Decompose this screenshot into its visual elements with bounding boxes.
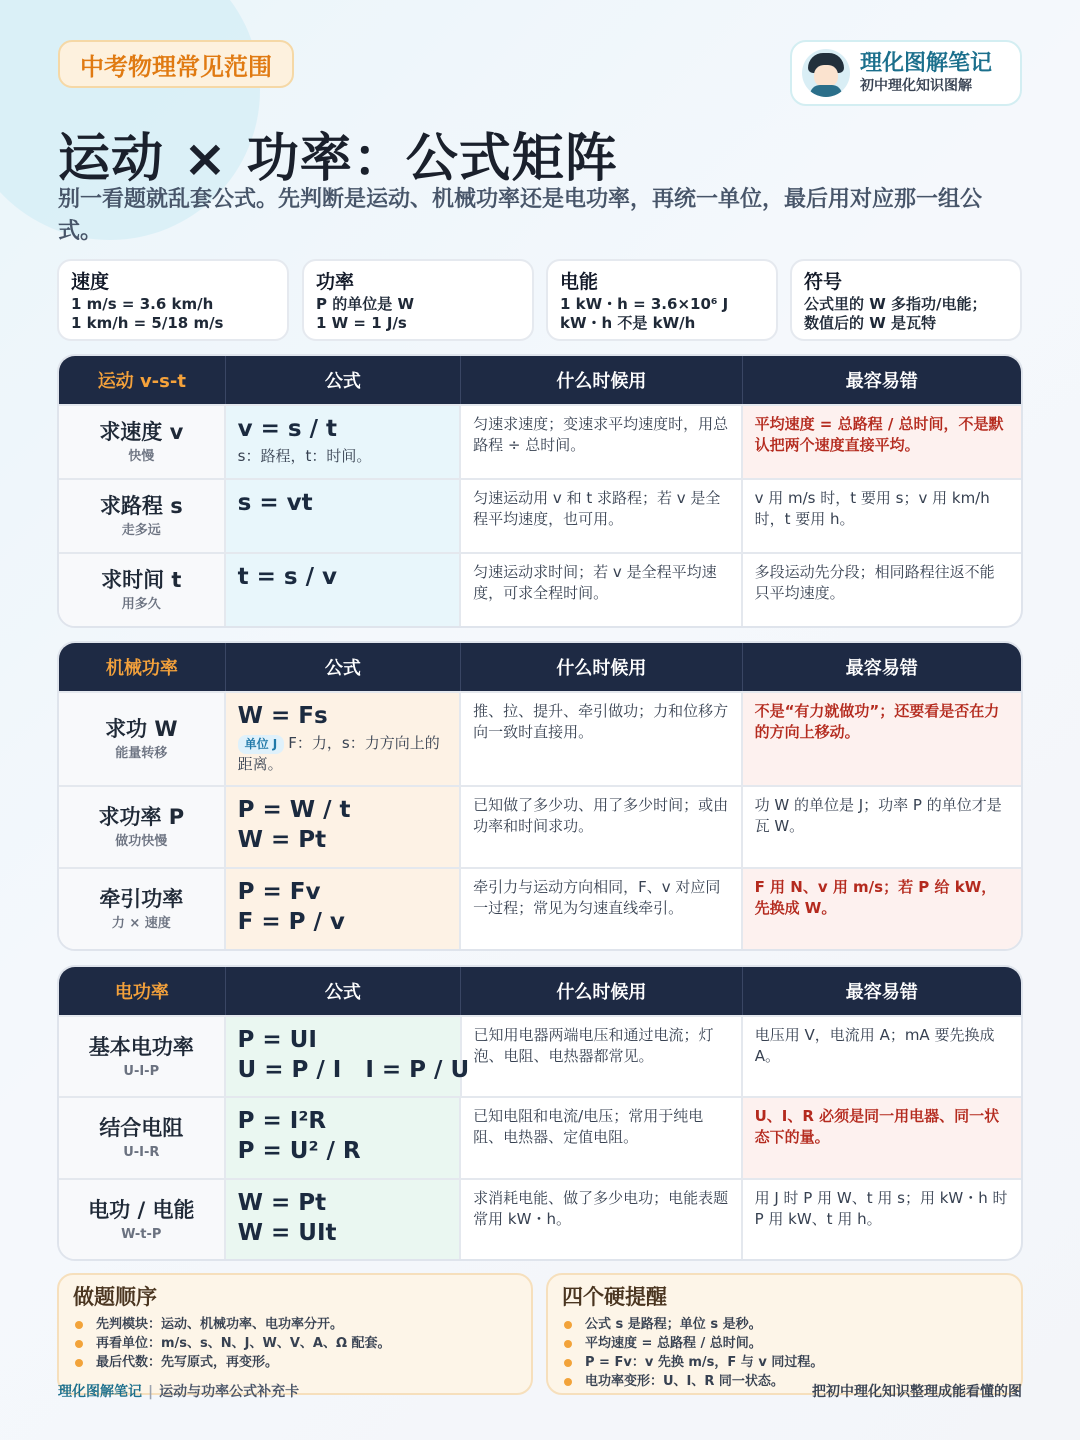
formula: P = Fv: [237, 879, 321, 905]
info-card-line: 1 m/s = 3.6 km/h: [71, 295, 214, 313]
table-row: [59, 1178, 1021, 1259]
info-card-line: 1 kW・h = 3.6×10⁶ J: [560, 295, 729, 313]
section-header: [59, 967, 1021, 1015]
row-name: 求时间 t: [101, 568, 182, 592]
info-card-line: kW・h 不是 kW/h: [560, 314, 696, 332]
row-name: 结合电阻: [99, 1116, 184, 1140]
formula: W = Pt: [237, 827, 327, 853]
table-row: [59, 1015, 1021, 1096]
column-header-mistake: 最容易错: [845, 982, 918, 1003]
section-name: 运动 v-s-t: [59, 356, 226, 404]
list-item: [73, 1334, 517, 1353]
when-text: 推、拉、提升、牵引做功；力和位移方向一致时直接用。: [461, 693, 742, 785]
bullet-icon: [564, 1359, 572, 1367]
when-text: 牵引力与运动方向相同，F、v 对应同一过程；常见为匀速直线牵引。: [461, 869, 742, 949]
formula: F = P / v: [237, 909, 345, 935]
table-row: [59, 404, 1021, 478]
row-sub: W-t-P: [121, 1226, 162, 1242]
mistake-text: v 用 m/s 时，t 要用 s；v 用 km/h 时，t 要用 h。: [754, 489, 990, 528]
row-name: 基本电功率: [88, 1034, 194, 1059]
mistake-text: 平均速度 = 总路程 / 总时间，不是默认把两个速度直接平均。: [743, 406, 1021, 478]
info-card-line: 数值后的 W 是瓦特: [804, 314, 936, 332]
row-sub: U-I-P: [123, 1063, 160, 1079]
info-card-title: 速度: [71, 271, 110, 293]
when-text: 匀速运动用 v 和 t 求路程；若 v 是全程平均速度，也可用。: [461, 480, 742, 552]
column-header-formula: 公式: [226, 967, 462, 1015]
step-text: 再看单位：m/s、s、N、J、W、V、A、Ω 配套。: [96, 1336, 391, 1351]
avatar: [802, 49, 850, 97]
column-header-mistake: 最容易错: [845, 371, 918, 392]
formula: U = P / I I = P / U: [237, 1057, 470, 1083]
info-card-line: P 的单位是 W: [316, 295, 414, 313]
footer-left: 理化图解笔记 | 运动与功率公式补充卡: [58, 1384, 300, 1400]
row-name: 求功 W: [105, 717, 178, 741]
info-card-symbol: [790, 259, 1022, 341]
row-sub: 用多久: [121, 597, 161, 612]
formula: P = I²R: [237, 1108, 327, 1134]
formula: P = W / t: [237, 797, 351, 823]
info-card-energy: [546, 259, 778, 341]
row-sub: 做功快慢: [115, 834, 168, 849]
formula-note: s：路程，t：时间。: [237, 447, 372, 465]
column-header-when: 什么时候用: [461, 356, 742, 404]
footer-right: 把初中理化知识整理成能看懂的图: [812, 1384, 1022, 1400]
unit-tag: 单位 J: [238, 735, 285, 754]
row-name: 求功率 P: [98, 805, 185, 829]
info-card-title: 符号: [804, 271, 843, 293]
info-card-line: 公式里的 W 多指功/电能；: [804, 295, 987, 313]
when-text: 已知做了多少功、用了多少时间；或由功率和时间求功。: [461, 787, 742, 867]
mistake-text: 不是“有力就做功”；还要看是否在力的方向上移动。: [743, 693, 1021, 785]
formula: W = UIt: [237, 1220, 337, 1246]
reminder-text: 平均速度 = 总路程 / 总时间。: [585, 1336, 762, 1351]
formula: v = s / t: [237, 416, 338, 442]
row-sub: 走多远: [121, 523, 161, 538]
row-sub: 能量转移: [115, 746, 168, 761]
footer-caption: 运动与功率公式补充卡: [159, 1384, 300, 1400]
topic-badge: 中考物理常见范围: [58, 40, 294, 88]
formula: P = U² / R: [237, 1138, 361, 1164]
list-item: [73, 1353, 517, 1372]
row-sub: 快慢: [128, 449, 155, 464]
mistake-text: U、I、R 必须是同一用电器、同一状态下的量。: [743, 1098, 1021, 1178]
table-row: [59, 478, 1021, 552]
step-text: 最后代数：先写原式，再变形。: [96, 1355, 279, 1370]
section-name: 机械功率: [59, 643, 226, 691]
reminders-title: 四个硬提醒: [562, 1285, 667, 1309]
when-text: 求消耗电能、做了多少电功；电能表题常用 kW・h。: [461, 1180, 742, 1259]
bullet-icon: [75, 1340, 83, 1348]
row-name: 电功 / 电能: [88, 1197, 195, 1222]
mistake-text: 多段运动先分段；相同路程往返不能只平均速度。: [754, 563, 995, 602]
section-mechanical-power: [57, 641, 1023, 951]
info-card-line: 1 km/h = 5/18 m/s: [71, 314, 224, 332]
info-card-title: 电能: [560, 271, 599, 293]
list-item: [562, 1353, 1007, 1372]
section-header: [59, 643, 1021, 691]
page-title: 运动 × 功率：公式矩阵: [58, 129, 618, 189]
row-name: 求路程 s: [99, 494, 183, 518]
info-card-line: 1 W = 1 J/s: [316, 314, 407, 332]
formula: P = UI: [237, 1027, 317, 1053]
brand-title: 理化图解笔记: [860, 51, 993, 76]
steps-title: 做题顺序: [73, 1285, 157, 1309]
column-header-when: 什么时候用: [461, 643, 742, 691]
column-header-formula: 公式: [226, 643, 462, 691]
section-header: [59, 356, 1021, 404]
footer-brand: 理化图解笔记: [58, 1384, 142, 1400]
reminder-text: 公式 s 是路程；单位 s 是秒。: [585, 1317, 762, 1332]
column-header-formula: 公式: [226, 356, 462, 404]
table-row: [59, 1096, 1021, 1178]
table-row: [59, 867, 1021, 949]
column-header-mistake: 最容易错: [845, 658, 918, 679]
bullet-icon: [75, 1359, 83, 1367]
reminder-text: P = Fv：v 先换 m/s，F 与 v 同过程。: [585, 1355, 824, 1370]
formula: t = s / v: [237, 564, 338, 590]
row-sub: U-I-R: [123, 1145, 160, 1160]
formula: W = Fs: [237, 703, 328, 729]
info-card-speed: [57, 259, 289, 341]
brand-card: [790, 40, 1022, 106]
steps-box: [57, 1273, 533, 1395]
row-sub: 力 × 速度: [111, 916, 171, 931]
bullet-icon: [564, 1321, 572, 1329]
table-row: [59, 785, 1021, 867]
section-name: 电功率: [59, 967, 226, 1015]
bullet-icon: [564, 1378, 572, 1386]
table-row: [59, 691, 1021, 785]
formula-note: F：力，s：力方向上的距离。: [237, 734, 440, 773]
list-item: [562, 1334, 1007, 1353]
info-card-power: [302, 259, 534, 341]
mistake-text: 用 J 时 P 用 W、t 用 s；用 kW・h 时 P 用 kW、t 用 h。: [754, 1189, 1008, 1228]
column-header-when: 什么时候用: [461, 967, 742, 1015]
reminder-text: 电功率变形：U、I、R 同一状态。: [585, 1374, 784, 1389]
mistake-text: 功 W 的单位是 J；功率 P 的单位才是瓦 W。: [754, 796, 1002, 835]
formula: W = Pt: [237, 1190, 327, 1216]
table-row: [59, 552, 1021, 626]
list-item: [73, 1315, 517, 1334]
row-name: 牵引功率: [99, 887, 184, 911]
when-text: 匀速求速度；变速求平均速度时，用总路程 ÷ 总时间。: [461, 406, 742, 478]
section-electric-power: [57, 965, 1023, 1261]
list-item: [562, 1315, 1007, 1334]
when-text: 已知用电器两端电压和通过电流；灯泡、电阻、电热器都常见。: [462, 1017, 743, 1096]
info-card-title: 功率: [316, 271, 355, 293]
step-text: 先判模块：运动、机械功率、电功率分开。: [96, 1317, 344, 1332]
bullet-icon: [75, 1321, 83, 1329]
bullet-icon: [564, 1340, 572, 1348]
row-name: 求速度 v: [99, 420, 184, 444]
formula: s = vt: [237, 490, 313, 516]
brand-subtitle: 初中理化知识图解: [860, 78, 972, 94]
reminders-box: [546, 1273, 1023, 1395]
when-text: 匀速运动求时间；若 v 是全程平均速度，可求全程时间。: [461, 554, 742, 626]
mistake-text: 电压用 V，电流用 A；mA 要先换成 A。: [754, 1026, 995, 1065]
page-subtitle: 别一看题就乱套公式。先判断是运动、机械功率还是电功率，再统一单位，最后用对应那一组公式。: [58, 187, 983, 244]
section-motion: [57, 354, 1023, 628]
mistake-text: F 用 N、v 用 m/s；若 P 给 kW，先换成 W。: [743, 869, 1021, 949]
when-text: 已知电阻和电流/电压；常用于纯电阻、电热器、定值电阻。: [461, 1098, 742, 1178]
